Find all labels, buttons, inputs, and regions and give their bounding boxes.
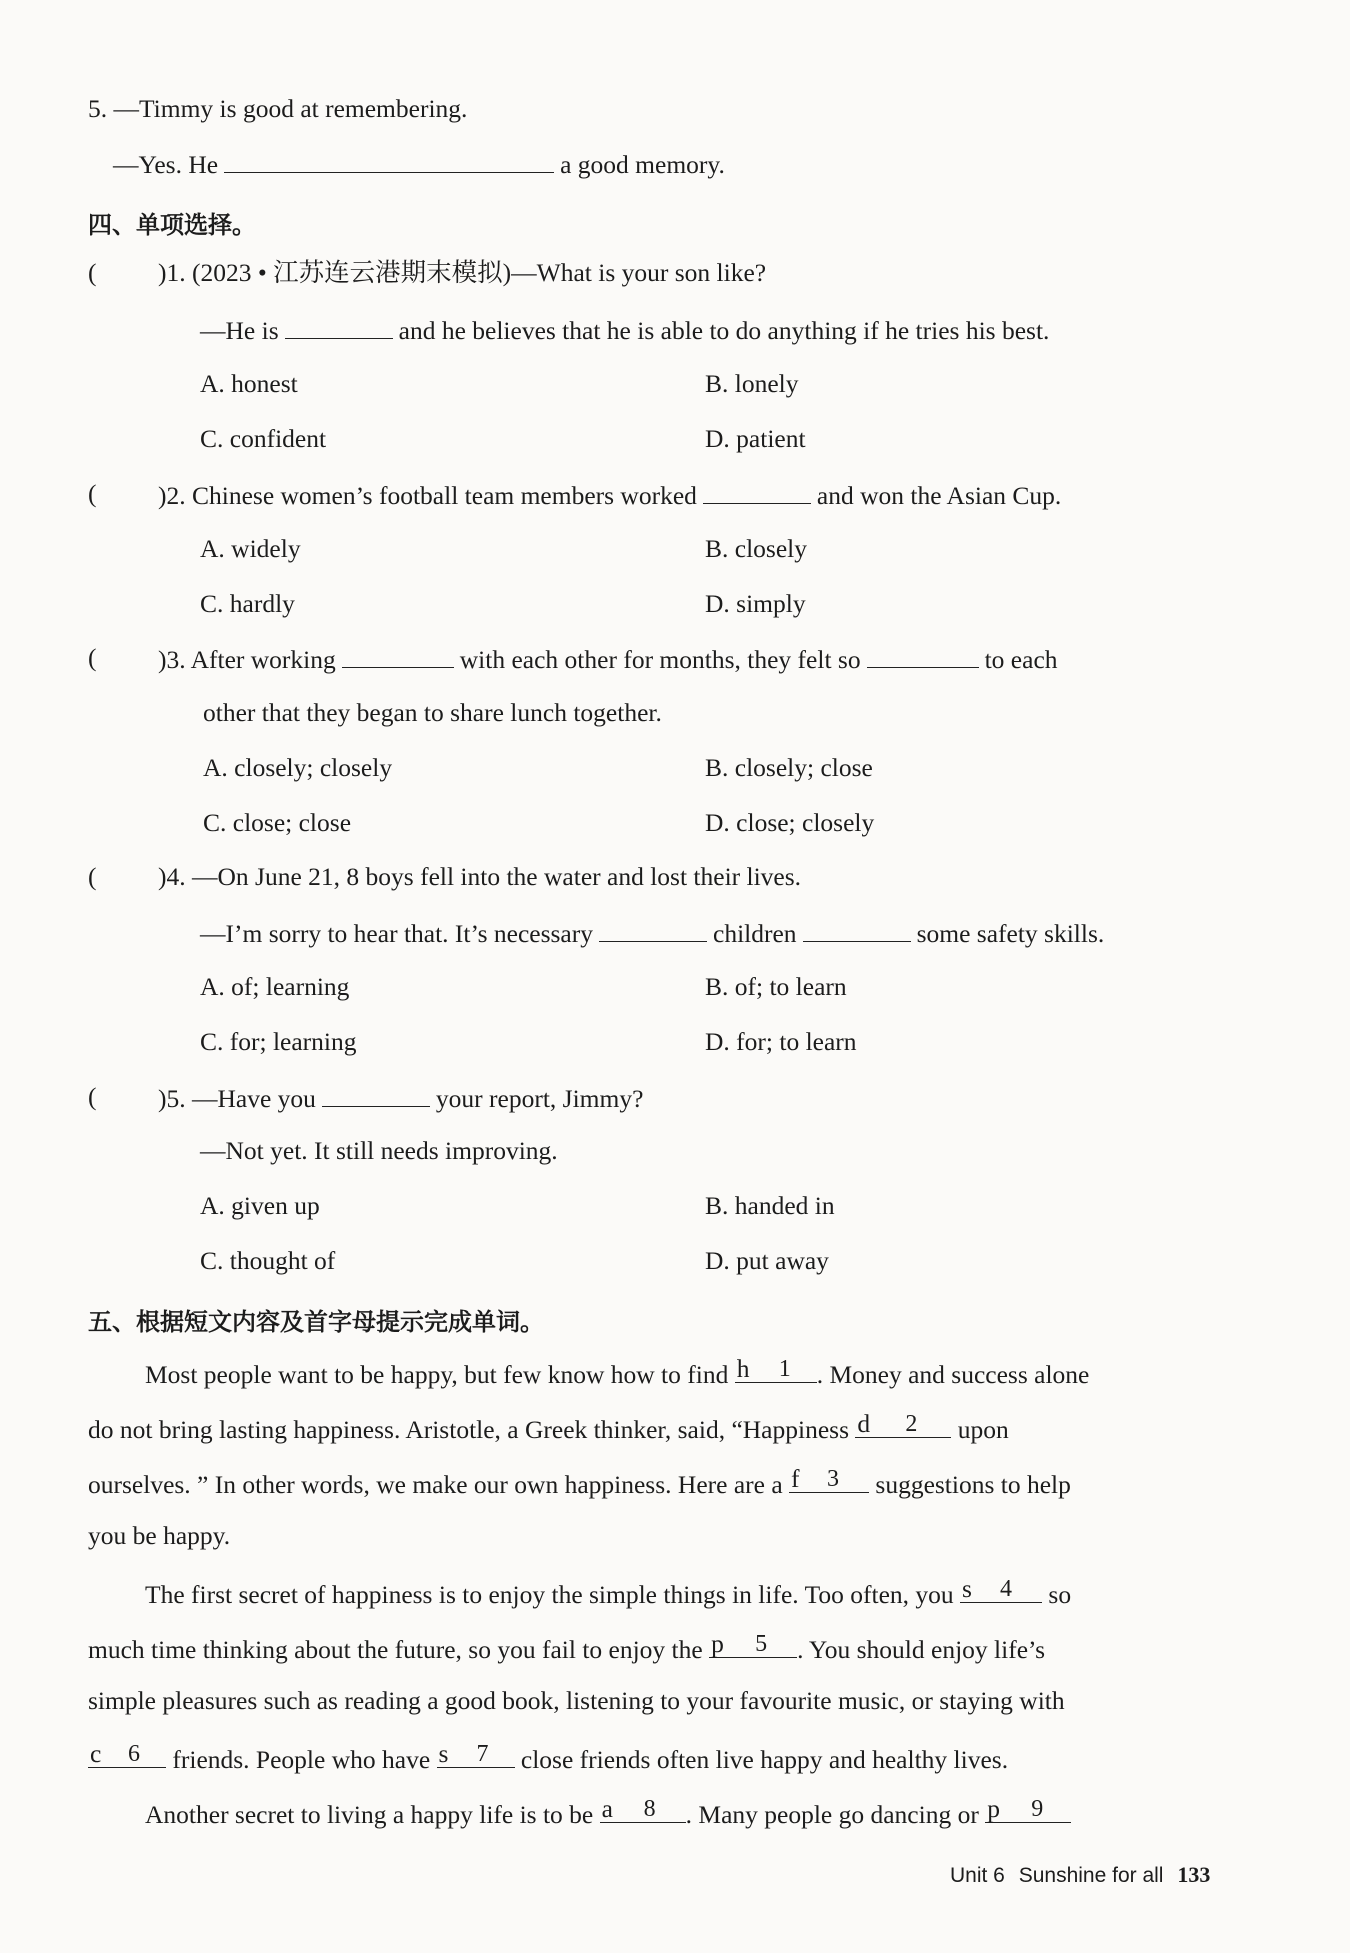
- footer-title: Sunshine for all: [1018, 1864, 1164, 1887]
- q1-stem: )1. (2023 • 江苏连云港期末模拟)—What is your son like?: [158, 258, 767, 287]
- answer-blank[interactable]: [867, 643, 979, 668]
- prev-q5-line2: —Yes. He a good memory.: [113, 150, 725, 179]
- q4-option-a[interactable]: A. of; learning: [200, 972, 350, 1001]
- hint-blank-6[interactable]: c 6: [88, 1741, 166, 1768]
- q1-option-c[interactable]: C. confident: [200, 424, 327, 453]
- answer-blank[interactable]: [285, 314, 393, 339]
- q4-stem: )4. —On June 21, 8 boys fell into the water and lost their lives.: [158, 862, 802, 891]
- q4-option-d[interactable]: D. for; to learn: [705, 1027, 857, 1056]
- section-4-title: 四、单项选择。: [88, 211, 256, 239]
- q3-stem: )3. After working with each other for months, they felt so to each: [158, 645, 1058, 674]
- q3-option-c[interactable]: C. close; close: [203, 808, 352, 837]
- answer-paren[interactable]: (: [88, 1082, 97, 1111]
- q2-option-b[interactable]: B. closely: [705, 534, 807, 563]
- q4-option-b[interactable]: B. of; to learn: [705, 972, 847, 1001]
- q4-line2: —I’m sorry to hear that. It’s necessary children some safety skills.: [200, 919, 1105, 948]
- q5-option-c[interactable]: C. thought of: [200, 1246, 336, 1275]
- hint-blank-7[interactable]: s 7: [437, 1741, 515, 1768]
- q5-stem: )5. —Have you your report, Jimmy?: [158, 1084, 644, 1113]
- q1-option-b[interactable]: B. lonely: [705, 369, 799, 398]
- p1-line2: do not bring lasting happiness. Aristotle, a Greek thinker, said, “Happiness d 2 upon: [88, 1409, 1009, 1444]
- answer-paren[interactable]: (: [88, 479, 97, 508]
- hint-blank-2[interactable]: d 2: [855, 1411, 951, 1438]
- q1-option-d[interactable]: D. patient: [705, 424, 806, 453]
- hint-blank-3[interactable]: f 3: [789, 1466, 869, 1493]
- q3-option-a[interactable]: A. closely; closely: [203, 753, 393, 782]
- hint-blank-9[interactable]: p 9: [985, 1796, 1071, 1823]
- p2-line1: The first secret of happiness is to enjoy the simple things in life. Too often, you s 4 so: [145, 1574, 1072, 1609]
- p3-line1: Another secret to living a happy life is to be a 8 . Many people go dancing or p 9: [145, 1796, 1071, 1830]
- p1-line1: Most people want to be happy, but few know how to find h 1 . Money and success alone: [145, 1354, 1090, 1389]
- q3-option-b[interactable]: B. closely; close: [705, 753, 873, 782]
- q2-stem: )2. Chinese women’s football team members worked and won the Asian Cup.: [158, 481, 1062, 510]
- page-footer: [950, 1862, 1210, 1888]
- q3-option-d[interactable]: D. close; closely: [705, 808, 875, 837]
- q5-option-b[interactable]: B. handed in: [705, 1191, 835, 1220]
- p2-line3: simple pleasures such as reading a good book, listening to your favourite music, or staying with: [88, 1686, 1065, 1715]
- hint-blank-5[interactable]: p 5: [709, 1631, 797, 1658]
- answer-blank[interactable]: [703, 479, 811, 504]
- q5-line2: —Not yet. It still needs improving.: [200, 1136, 558, 1165]
- answer-blank[interactable]: [224, 148, 554, 173]
- q2-option-c[interactable]: C. hardly: [200, 589, 295, 618]
- q2-option-a[interactable]: A. widely: [200, 534, 301, 563]
- page-number: 133: [1177, 1862, 1211, 1887]
- q1-line2: —He is and he believes that he is able to do anything if he tries his best.: [200, 316, 1050, 345]
- answer-blank[interactable]: [599, 917, 707, 942]
- answer-paren[interactable]: (: [88, 643, 97, 672]
- q4-option-c[interactable]: C. for; learning: [200, 1027, 357, 1056]
- p2-line2: much time thinking about the future, so you fail to enjoy the p 5 . You should enjoy life’s: [88, 1629, 1046, 1664]
- hint-blank-8[interactable]: a 8: [600, 1796, 686, 1823]
- answer-blank[interactable]: [342, 643, 454, 668]
- prev-q5-line1: 5. —Timmy is good at remembering.: [88, 94, 468, 123]
- answer-paren[interactable]: (: [88, 258, 97, 287]
- q5-option-d[interactable]: D. put away: [705, 1246, 829, 1275]
- p2-line4: c 6 friends. People who have s 7 close friends often live happy and healthy lives.: [90, 1739, 1009, 1774]
- answer-blank[interactable]: [322, 1082, 430, 1107]
- q1-option-a[interactable]: A. honest: [200, 369, 298, 398]
- hint-blank-1[interactable]: h 1: [735, 1356, 817, 1383]
- q5-option-a[interactable]: A. given up: [200, 1191, 320, 1220]
- footer-unit: Unit 6: [950, 1864, 1005, 1887]
- q2-option-d[interactable]: D. simply: [705, 589, 806, 618]
- q3-line2: other that they began to share lunch together.: [203, 698, 662, 727]
- hint-blank-4[interactable]: s 4: [960, 1576, 1042, 1603]
- answer-paren[interactable]: (: [88, 862, 97, 891]
- answer-blank[interactable]: [803, 917, 911, 942]
- p1-line4: you be happy.: [88, 1521, 231, 1550]
- p1-line3: ourselves. ” In other words, we make our own happiness. Here are a f 3 suggestions to help: [88, 1464, 1071, 1499]
- section-5-title: 五、根据短文内容及首字母提示完成单词。: [88, 1308, 544, 1336]
